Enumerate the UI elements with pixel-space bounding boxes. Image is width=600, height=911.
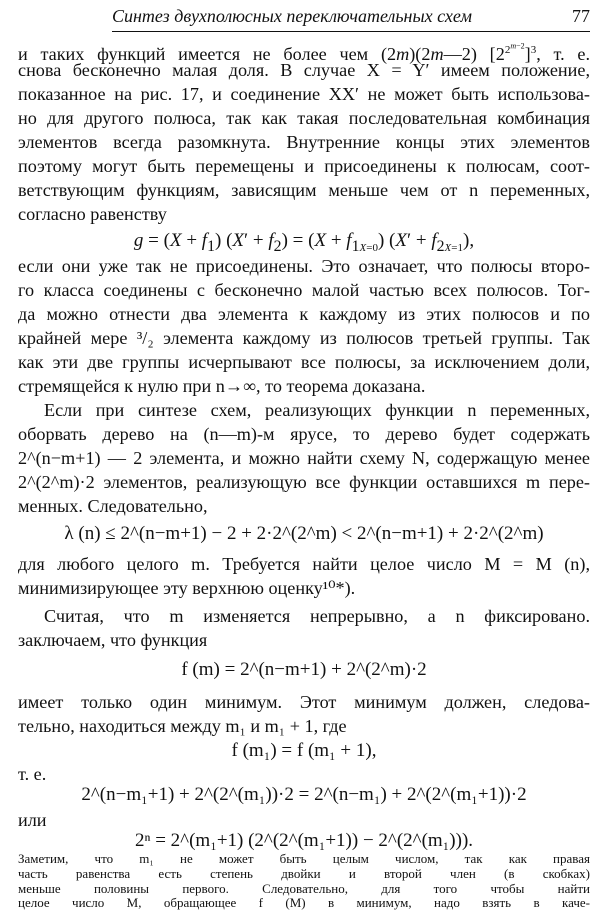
text-line-7: ветствующим функциям, зависящим меньше чем от n переменных, (18, 180, 590, 200)
text-line-15: Если при синтезе схем, реализующих функции n переменных, (44, 400, 590, 420)
text-line-29: часть равенства есть степень двойки и второй член (в скобках) (18, 866, 590, 881)
text-line-20: для любого целого m. Требуется найти целое число M = M (n), (18, 554, 590, 574)
text-line-19: менных. Следовательно, (18, 496, 208, 516)
text-line-17: 2^(n−m+1) — 2 элемента, и можно найти схему N, содержащую менее (18, 448, 590, 468)
text-line-23: заключаем, что функция (18, 630, 208, 650)
text-line-1 (18, 34, 590, 64)
text-line-21: минимизирующее эту верхнюю оценку¹⁰*). (18, 578, 356, 598)
text-line-4: но для другого полюса, так как такая последовательная комбинация (18, 108, 590, 128)
text-line-1-start: и таких функций имеется не более чем (2m)(2m—2) $[2^{2^{m-2}}]^3$, т. е. (18, 41, 590, 64)
header-rule (112, 31, 590, 32)
text-line-10: го класса соединены с бесконечно малой частью всех полюсов. Тог- (18, 280, 590, 300)
running-header (112, 6, 590, 30)
text-line-18: 2^(2^m)·2 элементов, реализующую все функции оставшихся m пере- (18, 472, 590, 492)
text-line-2: снова бесконечно малая доля. В случае X = Y′ имеем положение, (18, 60, 590, 80)
text-line-22: Считая, что m изменяется непрерывно, а n фиксировано. (44, 606, 590, 626)
text-line-5: элементов всегда разомкнута. Внутренние концы этих элементов (18, 132, 590, 152)
equation-lambda: λ (n) ≤ 2^(n−m+1) − 2 + 2·2^(2^m) < 2^(n−m+1) + 2·2^(2^m) (64, 523, 544, 544)
equation-expanded: 2^(n−m₁+1) + 2^(2^(m₁))·2 = 2^(n−m₁) + 2^(2^(m₁+1))·2 (81, 784, 527, 805)
text-line-8: согласно равенству (18, 204, 167, 224)
running-title: Синтез двухполюсных переключательных схем (112, 6, 472, 26)
text-line-16: оборвать дерево на (n—m)-м ярусе, то дерево будет содержать (18, 424, 590, 444)
text-line-27: или (18, 810, 47, 830)
equation-power-form: 2ⁿ = 2^(m₁+1) (2^(2^(m₁+1)) − 2^(2^(m₁))). (134, 830, 474, 851)
text-line-6: поэтому могут быть перемещены и присоединены к полюсам, соот- (18, 156, 590, 176)
text-line-26: т. е. (18, 764, 47, 784)
equation-g: $g = (X + f_1)$ $(X' + f_2) = (X + f_{1X=0})$ $(X' + f_{2X=1})$, (133, 230, 475, 255)
text-line-3: показанное на рис. 17, и соединение XX′ не может быть использова- (18, 84, 590, 104)
text-line-28: Заметим, что m₁ не может быть целым числом, так как правая (18, 851, 590, 866)
text-line-13: как эти две группы исчерпывают все полюсы, за исключением доли, (18, 352, 590, 372)
page-number: 77 (572, 6, 590, 26)
text-line-30: меньше половины первого. Следовательно, для того чтобы найти (18, 881, 590, 896)
text-line-24: имеет только один минимум. Этот минимум должен, следова- (18, 692, 590, 712)
text-line-14: стремящейся к нулю при n→∞, то теорема доказана. (18, 376, 426, 396)
equation-f-m1: f (m₁) = f (m₁ + 1), (231, 740, 377, 761)
equation-f-of-m: f (m) = 2^(n−m+1) + 2^(2^m)·2 (181, 659, 427, 680)
text-line-12: крайней мере ³/₂ элемента каждому из полюсов третьей группы. Так (18, 328, 590, 348)
text-line-9: если они уже так не присоединены. Это означает, что полюсы второ- (18, 256, 590, 276)
text-line-11: да можно отнести два элемента к каждому из этих полюсов и по (18, 304, 590, 324)
text-line-31: целое число M, обращающее f (M) в минимум, надо взять в каче- (18, 895, 590, 910)
text-line-25: тельно, находиться между m₁ и m₁ + 1, где (18, 716, 347, 736)
